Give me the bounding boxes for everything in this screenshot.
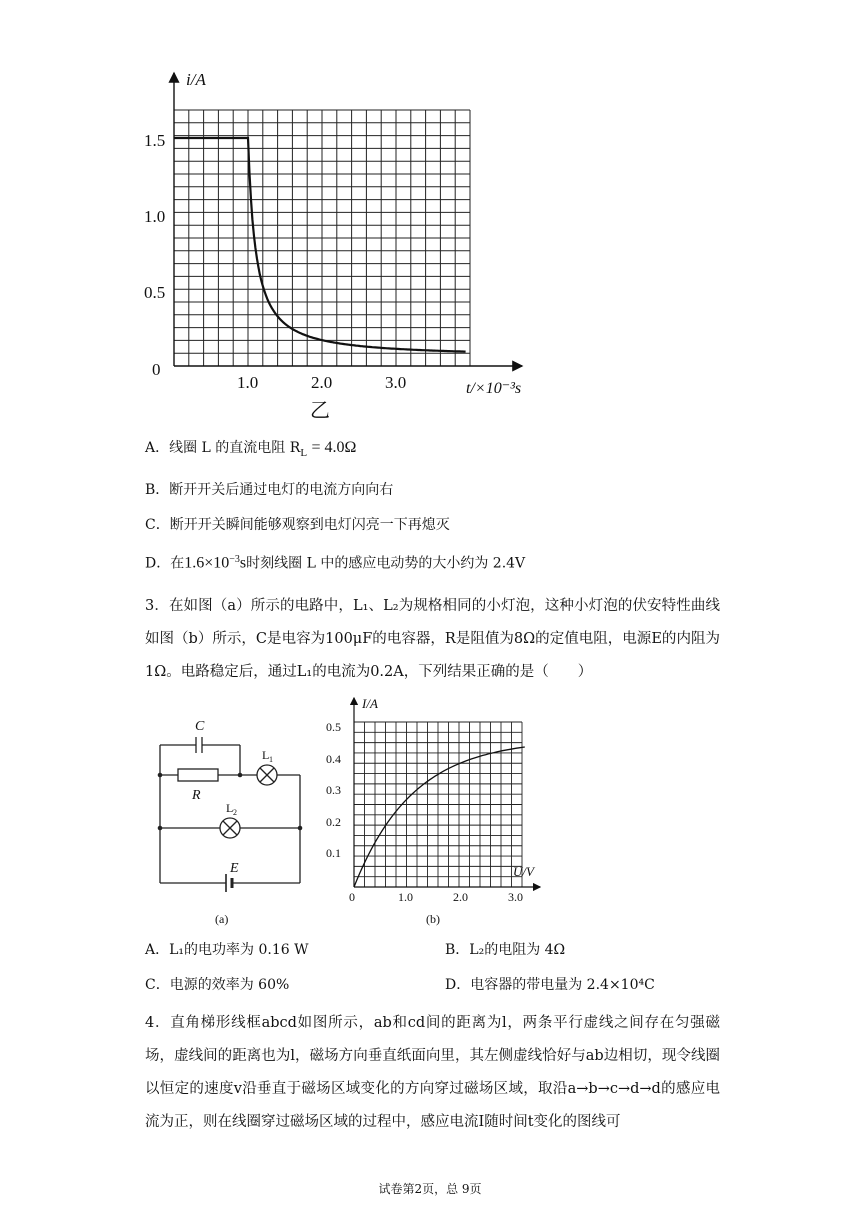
- q4-stem: [145, 1007, 720, 1139]
- q2-option-d: [145, 550, 525, 574]
- b-x-tick-1: 1.0: [398, 890, 413, 904]
- figure-yi-graph: [130, 65, 550, 420]
- figure-b-graph: [318, 690, 548, 930]
- b-origin: 0: [349, 890, 355, 904]
- b-x-tick-3: 3.0: [508, 890, 523, 904]
- yi-y-tick-15: 1.5: [144, 131, 166, 150]
- circuit-diagram-a: [150, 710, 310, 930]
- yi-y-tick-10: 1.0: [144, 207, 166, 226]
- page-footer: 试卷第2页，总 9页: [378, 1182, 482, 1196]
- b-y-tick-1: 0.1: [326, 846, 341, 860]
- q2-option-d-pre: D．在: [145, 555, 185, 572]
- yi-x-tick-1: 1.0: [237, 373, 259, 392]
- yi-x-axis-label: t/×10⁻³s: [466, 380, 522, 397]
- yi-y-tick-0: 0: [152, 360, 161, 379]
- b-x-tick-2: 2.0: [453, 890, 468, 904]
- q2-option-a-text: A．线圈 L 的直流电阻 R: [145, 440, 301, 456]
- b-y-axis-label: I/A: [362, 696, 378, 711]
- circuit-label-c: C: [195, 719, 205, 734]
- q2-option-c: C．断开开关瞬间能够观察到电灯闪亮一下再熄灭: [145, 517, 450, 533]
- resistor-r: [178, 769, 218, 781]
- q2-option-a-sub: L: [300, 446, 308, 459]
- yi-grid: [174, 110, 470, 366]
- yi-caption: 乙: [310, 400, 330, 420]
- yi-y-tick-05: 0.5: [144, 283, 166, 302]
- yi-y-axis-label: i/A: [186, 70, 206, 89]
- q3-stem: [145, 590, 720, 689]
- circuit-label-e: E: [230, 861, 239, 876]
- q2-option-a: [145, 438, 356, 463]
- yi-x-tick-3: 3.0: [385, 373, 407, 392]
- q3-option-b: B．L₂的电阻为 4Ω: [445, 942, 566, 958]
- circuit-label-l1: L: [262, 748, 270, 762]
- b-y-tick-3: 0.3: [326, 783, 341, 797]
- circuit-label-r: R: [192, 788, 201, 803]
- b-x-axis-label: U/V: [513, 864, 534, 879]
- q2-option-d-exp: −3: [229, 554, 240, 565]
- q2-option-b: B．断开开关后通过电灯的电流方向向右: [145, 482, 394, 498]
- q2-option-d-post: 时刻线圈 L 中的感应电动势的大小约为 2.4V: [246, 555, 526, 572]
- q3-option-d: D．电容器的带电量为 2.4×10⁴C: [445, 977, 655, 993]
- q3-option-c: C．电源的效率为 60%: [145, 977, 290, 993]
- q3-option-a: A．L₁的电功率为 0.16 W: [145, 942, 309, 958]
- circuit-label-l2-sub: 2: [233, 808, 237, 817]
- q2-option-d-num: 1.6×10: [184, 554, 230, 572]
- b-y-tick-2: 0.2: [326, 815, 341, 829]
- q2-option-a-tail: = 4.0Ω: [311, 439, 357, 456]
- q2-option-d-unit: s: [239, 554, 247, 572]
- circuit-label-l1-sub: 1: [269, 755, 273, 764]
- q3-stem-text: 3．在如图（a）所示的电路中，L₁、L₂为规格相同的小灯泡，这种小灯泡的伏安特性曲线如图（b）所示，C是电容为100μF的电容器，R是阻值为8Ω的定值电阻，电源E的内阻为1Ω。电路稳定后，通过L₁的电流为0.2A，下列结果正确的是（ ）: [145, 598, 720, 680]
- yi-x-tick-2: 2.0: [311, 373, 333, 392]
- q4-stem-text: 4．直角梯形线框abcd如图所示，ab和cd间的距离为l，两条平行虚线之间存在匀强磁场，虚线间的距离也为l，磁场方向垂直纸面向里，其左侧虚线恰好与ab边相切，现令线圈以恒定的速度v沿垂直于磁场区域变化的方向穿过磁场区域，取沿a→b→c→d→d的感应电流为正，则在线圈穿过磁场区域的过程中，感应电流I随时间t变化的图线可: [145, 1015, 720, 1130]
- b-y-tick-4: 0.4: [326, 752, 341, 766]
- yi-current-curve: [174, 138, 466, 352]
- circuit-label-l2: L: [226, 801, 234, 815]
- figure-b-caption: (b): [426, 912, 440, 926]
- b-grid: [354, 722, 522, 887]
- b-y-tick-5: 0.5: [326, 720, 341, 734]
- figure-a-caption: (a): [215, 912, 229, 926]
